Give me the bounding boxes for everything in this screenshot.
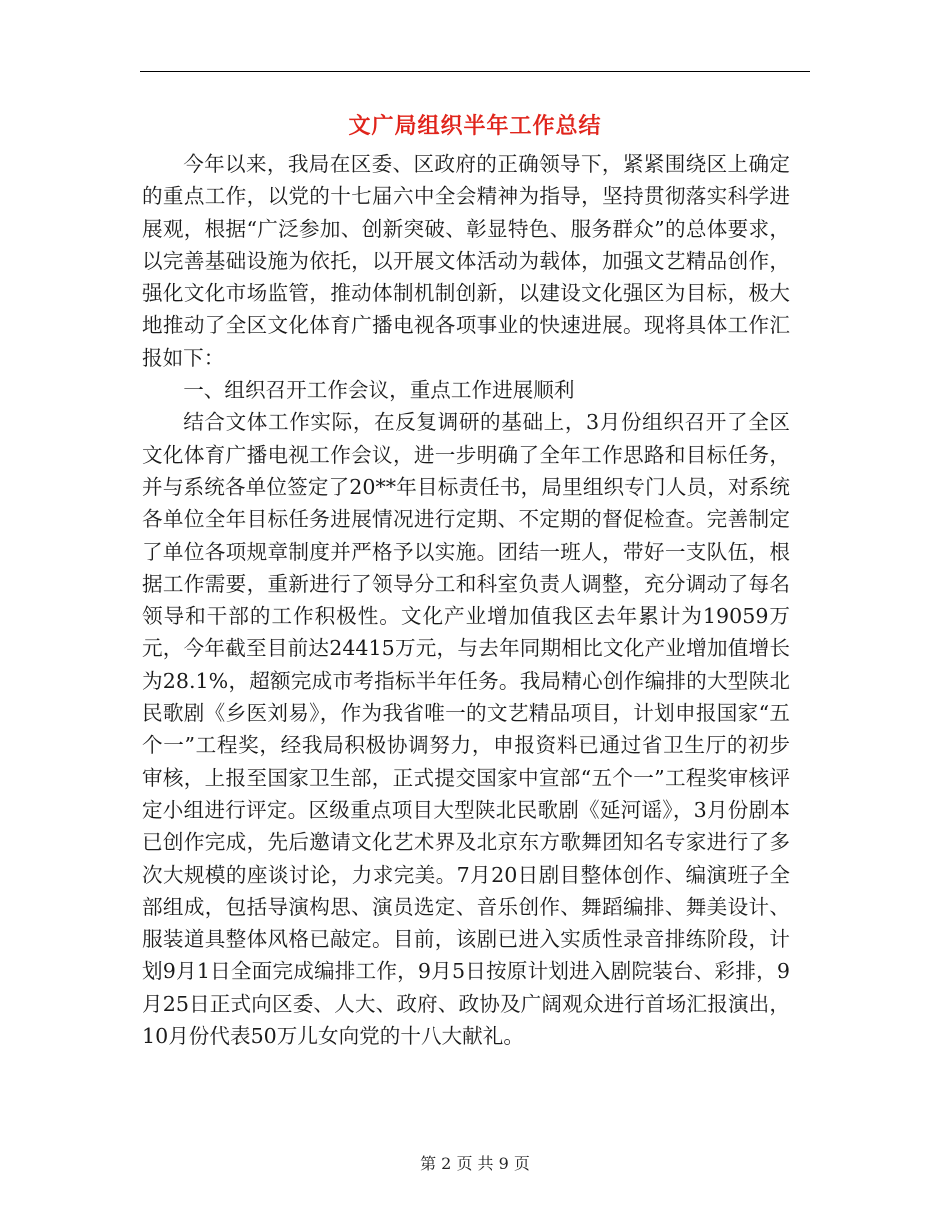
document-title: 文广局组织半年工作总结 [348, 113, 602, 139]
header-rule [140, 71, 810, 72]
document-body [142, 148, 790, 1052]
intro-paragraph: 今年以来，我局在区委、区政府的正确领导下，紧紧围绕区上确定的重点工作，以党的十七届六中全会精神为指导，坚持贯彻落实科学进展观，根据“广泛参加、创新突破、彰显特色、服务群众”的总体要求，以完善基础设施为依托，以开展文体活动为载体，加强文艺精品创作，强化文化市场监管，推动体制机制创新，以建设文化强区为目标，极大地推动了全区文化体育广播电视各项事业的快速进展。现将具体工作汇报如下： [142, 152, 790, 370]
section-paragraph: 结合文体工作实际，在反复调研的基础上，3月份组织召开了全区文化体育广播电视工作会议，进一步明确了全年工作思路和目标任务，并与系统各单位签定了20**年目标责任书，局里组织专门人员，对系统各单位全年目标任务进展情况进行定期、不定期的督促检查。完善制定了单位各项规章制度并严格予以实施。团结一班人，带好一支队伍，根据工作需要，重新进行了领导分工和科室负责人调整，充分调动了每名领导和干部的工作积极性。文化产业增加值我区去年累计为19059万元，今年截至目前达24415万元，与去年同期相比文化产业增加值增长为28.1%，超额完成市考指标半年任务。我局精心创作编排的大型陕北民歌剧《乡医刘易》，作为我省唯一的文艺精品项目，计划申报国家“五个一”工程奖，经我局积极协调努力，申报资料已通过省卫生厅的初步审核，上报至国家卫生部，正式提交国家中宣部“五个一”工程奖审核评定小组进行评定。区级重点项目大型陕北民歌剧《延河谣》，3月份剧本已创作完成，先后邀请文化艺术界及北京东方歌舞团知名专家进行了多次大规模的座谈讨论，力求完美。7月20日剧目整体创作、编演班子全部组成，包括导演构思、演员选定、音乐创作、舞蹈编排、舞美设计、服装道具整体风格已敲定。目前，该剧已进入实质性录音排练阶段，计划9月1日全面完成编排工作，9月5日按原计划进入剧院装台、彩排，9月25日正式向区委、人大、政府、政协及广阔观众进行首场汇报演出，10月份代表50万儿女向党的十八大献礼。 [142, 410, 790, 1049]
page-number-footer: 第 2 页 共 9 页 [420, 1154, 530, 1173]
section-heading: 一、组织召开工作会议，重点工作进展顺利 [183, 378, 575, 403]
